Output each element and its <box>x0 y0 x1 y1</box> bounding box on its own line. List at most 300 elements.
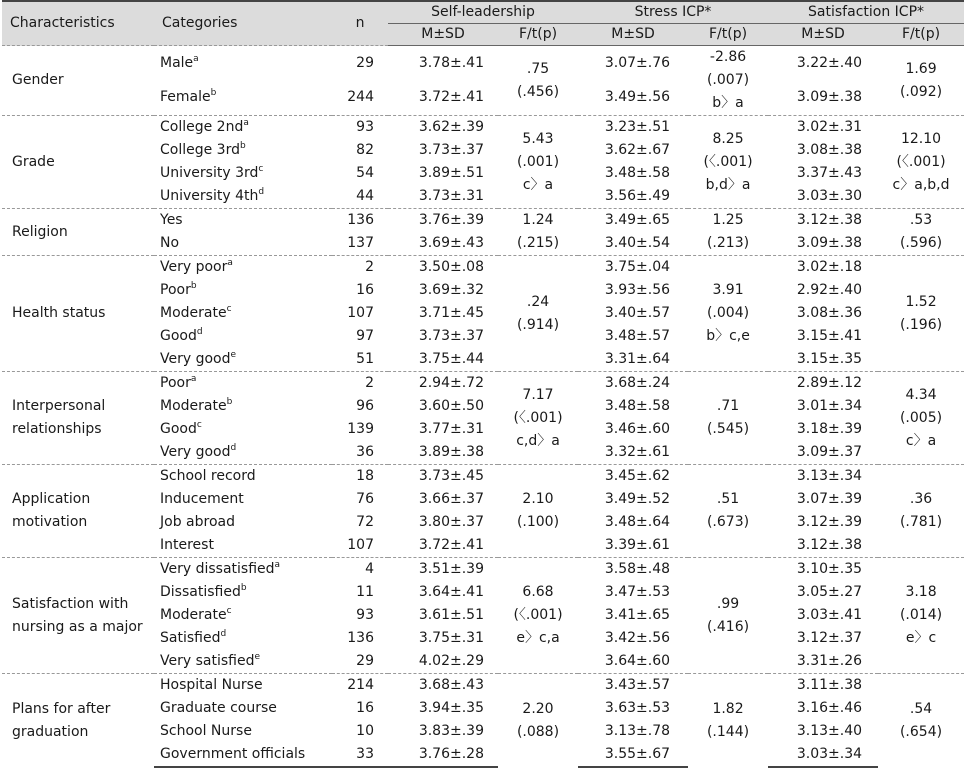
category-superscript: b <box>226 397 233 407</box>
satisfaction-ft-line: (.781) <box>899 514 943 530</box>
stress-ft-line: (.213) <box>706 235 750 251</box>
self-leadership-ft-line: (.088) <box>516 723 560 740</box>
stress-msd-cell: 3.47±.53 <box>604 584 671 600</box>
n-cell: 139 <box>347 421 374 437</box>
self-leadership-msd-cell: 3.50±.08 <box>388 256 498 280</box>
stress-ft-cell <box>688 372 768 465</box>
n-cell: 10 <box>356 723 374 739</box>
table-row <box>2 116 964 140</box>
satisfaction-msd-cell: 3.12±.39 <box>796 514 863 530</box>
satisfaction-ft-line: (.596) <box>899 235 943 251</box>
category-superscript: a <box>227 258 233 268</box>
self-leadership-msd-cell: 3.77±.31 <box>418 421 484 437</box>
category-cell <box>154 720 332 743</box>
self-leadership-msd-cell: 3.66±.37 <box>418 491 484 507</box>
category-cell <box>154 256 332 280</box>
self-leadership-msd-cell: 3.61±.51 <box>418 607 484 623</box>
stress-ft-line: (.545) <box>706 421 750 437</box>
satisfaction-ft-line: 12.10 <box>900 130 942 147</box>
stress-msd-cell: 3.07±.76 <box>578 46 688 81</box>
category-superscript: e <box>230 350 237 360</box>
header-st-ft: F/t(p) <box>688 24 768 46</box>
stress-msd-cell: 3.49±.65 <box>578 209 688 233</box>
header-sa-ft: F/t(p) <box>878 24 964 46</box>
category-cell <box>154 139 332 162</box>
self-leadership-ft-line: .75 <box>526 60 550 77</box>
n-cell: 72 <box>356 514 374 530</box>
n-cell: 18 <box>332 465 388 489</box>
category-cell <box>154 279 332 302</box>
stress-ft-line: (.004) <box>706 305 750 321</box>
category-cell <box>154 581 332 604</box>
stress-msd-cell: 3.42±.56 <box>604 630 671 646</box>
stress-msd-cell: 3.48±.57 <box>604 328 671 344</box>
category-label: Poor <box>160 375 191 391</box>
characteristic-line: motivation <box>12 514 88 530</box>
n-cell: 244 <box>347 89 374 106</box>
n-cell: 107 <box>347 537 374 553</box>
stress-ft-line: (.416) <box>706 618 750 635</box>
category-cell <box>154 372 332 396</box>
stress-msd-cell: 3.23±.51 <box>578 116 688 140</box>
satisfaction-ft-line: 1.52 <box>905 293 937 310</box>
satisfaction-msd-cell: 3.12±.38 <box>796 537 863 553</box>
stress-msd-cell: 3.40±.54 <box>604 235 671 251</box>
header-satisfaction: Satisfaction ICP* <box>768 1 964 24</box>
n-cell: 36 <box>356 444 374 460</box>
satisfaction-ft-cell <box>878 372 964 465</box>
category-label: Dissatisfied <box>160 584 241 600</box>
category-label: Job abroad <box>160 514 235 530</box>
satisfaction-msd-cell: 3.10±.35 <box>768 558 878 582</box>
characteristics-table <box>2 0 964 768</box>
category-superscript: d <box>196 327 203 337</box>
satisfaction-msd-cell: 3.18±.39 <box>796 421 863 437</box>
stress-msd-cell: 3.39±.61 <box>604 537 671 553</box>
category-superscript: c <box>226 304 232 314</box>
characteristic-line: Health status <box>12 305 106 321</box>
characteristic-line: Satisfaction with <box>12 595 129 612</box>
satisfaction-msd-cell: 3.02±.18 <box>768 256 878 280</box>
category-cell <box>154 465 332 489</box>
self-leadership-msd-cell: 3.73±.45 <box>388 465 498 489</box>
table-row <box>2 372 964 396</box>
category-cell <box>154 348 332 372</box>
self-leadership-ft-line: (.456) <box>516 83 560 100</box>
category-cell <box>154 418 332 441</box>
self-leadership-ft-cell <box>498 46 578 116</box>
self-leadership-msd-cell: 3.89±.51 <box>418 165 484 181</box>
category-cell <box>154 232 332 256</box>
satisfaction-ft-line: 4.34 <box>905 386 937 403</box>
category-label: Poor <box>160 282 191 298</box>
category-label: Hospital Nurse <box>160 677 263 693</box>
characteristic-label <box>2 558 154 674</box>
satisfaction-msd-cell: 3.22±.40 <box>768 46 878 81</box>
self-leadership-msd-cell: 3.75±.31 <box>418 630 484 646</box>
self-leadership-ft-cell <box>498 558 578 674</box>
self-leadership-msd-cell: 4.02±.29 <box>418 653 484 669</box>
stress-msd-cell: 3.45±.62 <box>578 465 688 489</box>
satisfaction-msd-cell: 2.92±.40 <box>796 282 863 298</box>
satisfaction-msd-cell: 3.09±.37 <box>796 444 863 460</box>
stress-ft-line: (.007) <box>706 72 750 88</box>
stress-ft-cell <box>688 256 768 372</box>
category-cell <box>154 743 332 767</box>
satisfaction-msd-cell: 3.12±.38 <box>768 209 878 233</box>
self-leadership-msd-cell: 3.94±.35 <box>418 700 484 716</box>
self-leadership-msd-cell: 3.64±.41 <box>418 584 484 600</box>
stress-ft-line: .99 <box>716 595 740 612</box>
category-superscript: d <box>230 443 237 453</box>
characteristic-label <box>2 256 154 372</box>
characteristic-line: relationships <box>12 421 102 437</box>
satisfaction-ft-line: (.196) <box>899 316 943 333</box>
category-superscript: e <box>254 652 261 662</box>
category-cell <box>154 697 332 720</box>
stress-msd-cell: 3.49±.56 <box>604 89 671 106</box>
satisfaction-msd-cell: 3.05±.27 <box>796 584 863 600</box>
category-superscript: c <box>226 606 232 616</box>
self-leadership-msd-cell: 3.69±.32 <box>418 282 484 298</box>
characteristic-label <box>2 465 154 558</box>
n-cell: 44 <box>356 188 374 204</box>
category-label: College 3rd <box>160 142 240 158</box>
satisfaction-msd-cell: 3.03±.41 <box>796 607 863 623</box>
table-row <box>2 674 964 698</box>
stress-ft-line: (.144) <box>706 723 750 740</box>
self-leadership-msd-cell: 3.72±.41 <box>418 89 484 106</box>
self-leadership-ft-line: 6.68 <box>522 584 554 600</box>
satisfaction-msd-cell: 3.08±.36 <box>796 305 863 321</box>
satisfaction-msd-cell: 3.12±.37 <box>796 630 863 646</box>
header-sa-msd: M±SD <box>768 24 878 46</box>
satisfaction-ft-cell <box>878 256 964 372</box>
self-leadership-ft-cell <box>498 465 578 558</box>
stress-ft-cell <box>688 558 768 674</box>
n-cell: 136 <box>332 209 388 233</box>
table-row <box>2 465 964 489</box>
category-superscript: c <box>196 420 202 430</box>
category-label: Graduate course <box>160 700 277 716</box>
category-label: Very poor <box>160 259 228 275</box>
stress-msd-cell: 3.62±.67 <box>604 142 671 158</box>
characteristic-label <box>2 209 154 256</box>
category-cell <box>154 209 332 233</box>
satisfaction-ft-cell <box>878 116 964 209</box>
satisfaction-msd-cell: 3.15±.35 <box>796 351 863 367</box>
stress-msd-cell: 3.32±.61 <box>604 444 671 460</box>
header-categories: Categories <box>154 1 332 46</box>
n-cell: 96 <box>356 398 374 414</box>
self-leadership-ft-line: (〈.001) <box>513 409 563 426</box>
category-label: Female <box>160 89 211 106</box>
stress-msd-cell: 3.31±.64 <box>604 351 671 367</box>
category-cell <box>154 325 332 348</box>
stress-msd-cell: 3.48±.58 <box>604 165 671 181</box>
stress-msd-cell: 3.63±.53 <box>604 700 671 716</box>
satisfaction-ft-line: (〈.001) <box>896 153 946 170</box>
n-cell: 29 <box>356 653 374 669</box>
category-superscript: b <box>240 583 247 593</box>
satisfaction-ft-line: (.014) <box>899 607 943 623</box>
characteristic-line: nursing as a major <box>12 618 143 635</box>
satisfaction-msd-cell: 3.09±.38 <box>796 235 863 251</box>
n-cell: 136 <box>347 630 374 646</box>
self-leadership-msd-cell: 3.71±.45 <box>418 305 484 321</box>
satisfaction-msd-cell: 3.03±.34 <box>768 743 878 767</box>
satisfaction-ft-line: e〉c <box>905 630 937 646</box>
self-leadership-msd-cell: 3.75±.44 <box>418 351 484 367</box>
category-label: University 3rd <box>160 165 259 181</box>
n-cell: 2 <box>332 256 388 280</box>
self-leadership-msd-cell: 3.73±.31 <box>418 188 484 204</box>
stress-ft-line: (.673) <box>706 514 750 530</box>
category-label: Male <box>160 54 194 71</box>
category-cell <box>154 674 332 698</box>
stress-ft-line: 1.82 <box>712 700 744 717</box>
characteristic-label <box>2 674 154 768</box>
characteristic-line: Grade <box>12 153 55 170</box>
stress-ft-line: b,d〉a <box>705 176 751 193</box>
self-leadership-msd-cell: 3.60±.50 <box>418 398 484 414</box>
stress-ft-line: 3.91 <box>712 282 744 298</box>
satisfaction-ft-line: c〉a <box>905 432 937 449</box>
satisfaction-msd-cell: 3.02±.31 <box>768 116 878 140</box>
satisfaction-ft-cell <box>878 465 964 558</box>
characteristic-label <box>2 46 154 116</box>
self-leadership-ft-line: .24 <box>526 293 550 310</box>
satisfaction-ft-line: .53 <box>909 212 933 228</box>
category-superscript: b <box>210 88 217 99</box>
self-leadership-ft-line: 5.43 <box>522 130 554 147</box>
category-cell <box>154 627 332 650</box>
category-label: Yes <box>160 212 183 228</box>
category-superscript: d <box>258 187 265 197</box>
satisfaction-msd-cell: 3.15±.41 <box>796 328 863 344</box>
self-leadership-ft-cell <box>498 674 578 768</box>
category-label: Moderate <box>160 607 227 623</box>
stress-ft-line: (〈.001) <box>703 153 753 170</box>
category-label: Inducement <box>160 491 244 507</box>
satisfaction-ft-line: (.092) <box>899 83 943 100</box>
stress-msd-cell: 3.93±.56 <box>604 282 671 298</box>
n-cell: 82 <box>356 142 374 158</box>
self-leadership-ft-line: (.001) <box>516 153 560 170</box>
header-n: n <box>332 1 388 46</box>
self-leadership-ft-cell <box>498 209 578 256</box>
self-leadership-ft-line: 2.20 <box>522 700 554 717</box>
n-cell: 97 <box>356 328 374 344</box>
n-cell: 4 <box>332 558 388 582</box>
satisfaction-msd-cell: 3.13±.34 <box>768 465 878 489</box>
category-cell <box>154 162 332 185</box>
stress-msd-cell: 3.64±.60 <box>604 653 671 669</box>
characteristic-line: graduation <box>12 723 89 740</box>
stress-ft-cell <box>688 46 768 116</box>
satisfaction-msd-cell: 3.16±.46 <box>796 700 863 716</box>
category-superscript: b <box>190 281 197 291</box>
category-label: University 4th <box>160 188 259 204</box>
self-leadership-msd-cell: 3.73±.37 <box>418 328 484 344</box>
stress-ft-line: .71 <box>716 398 740 414</box>
stress-ft-line: b〉a <box>712 95 744 111</box>
category-cell <box>154 116 332 140</box>
n-cell: 51 <box>356 351 374 367</box>
stress-msd-cell: 3.40±.57 <box>604 305 671 321</box>
satisfaction-ft-cell <box>878 558 964 674</box>
stress-msd-cell: 3.48±.58 <box>604 398 671 414</box>
stress-ft-cell <box>688 209 768 256</box>
stress-msd-cell: 3.41±.65 <box>604 607 671 623</box>
self-leadership-msd-cell: 3.51±.39 <box>388 558 498 582</box>
category-label: College 2nd <box>160 119 244 135</box>
category-label: School Nurse <box>160 723 252 739</box>
satisfaction-ft-cell <box>878 674 964 768</box>
stress-ft-line: 8.25 <box>712 130 744 147</box>
category-cell <box>154 185 332 209</box>
characteristic-line: Plans for after <box>12 700 111 717</box>
satisfaction-msd-cell: 3.08±.38 <box>796 142 863 158</box>
n-cell: 11 <box>356 584 374 600</box>
self-leadership-msd-cell: 3.80±.37 <box>418 514 484 530</box>
self-leadership-msd-cell: 3.76±.28 <box>388 743 498 767</box>
n-cell: 2 <box>332 372 388 396</box>
satisfaction-msd-cell: 3.37±.43 <box>796 165 863 181</box>
header-sl-ft: F/t(p) <box>498 24 578 46</box>
category-cell <box>154 81 332 116</box>
characteristic-line: Religion <box>12 223 68 240</box>
stress-ft-cell <box>688 674 768 768</box>
satisfaction-ft-line: (.005) <box>899 409 943 426</box>
category-label: Very good <box>160 351 231 367</box>
stress-msd-cell: 3.55±.67 <box>578 743 688 767</box>
self-leadership-msd-cell: 3.69±.43 <box>418 235 484 251</box>
stress-msd-cell: 3.49±.52 <box>604 491 671 507</box>
header-stress: Stress ICP* <box>578 1 768 24</box>
n-cell: 107 <box>347 305 374 321</box>
table-row <box>2 256 964 280</box>
n-cell: 137 <box>347 235 374 251</box>
category-label: Very dissatisfied <box>160 561 275 577</box>
self-leadership-msd-cell: 3.76±.39 <box>388 209 498 233</box>
category-superscript: a <box>193 53 199 64</box>
satisfaction-msd-cell: 3.03±.30 <box>796 188 863 204</box>
n-cell: 93 <box>356 607 374 623</box>
satisfaction-ft-line: .36 <box>909 491 933 507</box>
category-cell <box>154 534 332 558</box>
category-label: Good <box>160 421 197 437</box>
category-cell <box>154 441 332 465</box>
self-leadership-msd-cell: 3.78±.41 <box>388 46 498 81</box>
satisfaction-msd-cell: 3.11±.38 <box>768 674 878 698</box>
stress-msd-cell: 3.48±.64 <box>604 514 671 530</box>
stress-ft-line: .51 <box>716 491 740 507</box>
n-cell: 29 <box>332 46 388 81</box>
category-superscript: c <box>258 164 264 174</box>
n-cell: 76 <box>356 491 374 507</box>
characteristic-line: Gender <box>12 72 64 88</box>
stress-msd-cell: 3.13±.78 <box>604 723 671 739</box>
stress-ft-cell <box>688 465 768 558</box>
category-superscript: a <box>190 374 197 384</box>
table-header <box>2 1 964 46</box>
category-superscript: a <box>243 118 249 128</box>
header-characteristics: Characteristics <box>2 1 154 46</box>
n-cell: 16 <box>356 700 374 716</box>
category-label: Very good <box>160 444 231 460</box>
category-superscript: a <box>274 560 281 570</box>
header-self-leadership: Self-leadership <box>388 1 578 24</box>
satisfaction-ft-line: .54 <box>909 700 933 717</box>
characteristic-line: Interpersonal <box>12 398 106 414</box>
self-leadership-msd-cell: 2.94±.72 <box>388 372 498 396</box>
satisfaction-ft-line: (.654) <box>899 723 943 740</box>
satisfaction-msd-cell: 2.89±.12 <box>768 372 878 396</box>
category-label: Moderate <box>160 398 227 414</box>
self-leadership-ft-line: 7.17 <box>522 386 554 403</box>
characteristic-label <box>2 372 154 465</box>
header-st-msd: M±SD <box>578 24 688 46</box>
category-label: Government officials <box>160 746 306 762</box>
self-leadership-ft-line: e〉c,a <box>516 630 560 646</box>
table-row <box>2 46 964 81</box>
satisfaction-ft-cell <box>878 46 964 116</box>
self-leadership-ft-cell <box>498 372 578 465</box>
category-label: Good <box>160 328 197 344</box>
table-row <box>2 209 964 233</box>
category-cell <box>154 558 332 582</box>
stress-msd-cell: 3.58±.48 <box>578 558 688 582</box>
self-leadership-ft-line: (.100) <box>516 514 560 530</box>
n-cell: 54 <box>356 165 374 181</box>
stress-msd-cell: 3.68±.24 <box>578 372 688 396</box>
self-leadership-msd-cell: 3.83±.39 <box>418 723 484 739</box>
self-leadership-ft-cell <box>498 116 578 209</box>
category-label: School record <box>160 468 256 484</box>
stress-msd-cell: 3.56±.49 <box>604 188 671 204</box>
stress-ft-line: -2.86 <box>709 49 747 65</box>
satisfaction-ft-cell <box>878 209 964 256</box>
self-leadership-msd-cell: 3.68±.43 <box>388 674 498 698</box>
category-label: Interest <box>160 537 214 553</box>
category-cell <box>154 650 332 674</box>
satisfaction-msd-cell: 3.31±.26 <box>796 653 863 669</box>
category-superscript: d <box>220 629 227 639</box>
self-leadership-ft-line: c,d〉a <box>516 432 560 449</box>
self-leadership-msd-cell: 3.72±.41 <box>418 537 484 553</box>
satisfaction-msd-cell: 3.07±.39 <box>796 491 863 507</box>
satisfaction-msd-cell: 3.13±.40 <box>796 723 863 739</box>
characteristic-line: Application <box>12 491 91 507</box>
category-cell <box>154 395 332 418</box>
stress-ft-line: b〉c,e <box>706 328 750 344</box>
self-leadership-ft-line: 1.24 <box>522 212 554 228</box>
n-cell: 214 <box>332 674 388 698</box>
category-superscript: b <box>240 141 246 151</box>
self-leadership-msd-cell: 3.62±.39 <box>388 116 498 140</box>
category-cell <box>154 488 332 511</box>
characteristic-label <box>2 116 154 209</box>
n-cell: 93 <box>332 116 388 140</box>
data-table <box>2 0 964 768</box>
category-cell <box>154 604 332 627</box>
satisfaction-msd-cell: 3.09±.38 <box>796 89 863 106</box>
self-leadership-msd-cell: 3.89±.38 <box>418 444 484 460</box>
n-cell: 16 <box>356 282 374 298</box>
stress-msd-cell: 3.75±.04 <box>578 256 688 280</box>
category-cell <box>154 511 332 534</box>
